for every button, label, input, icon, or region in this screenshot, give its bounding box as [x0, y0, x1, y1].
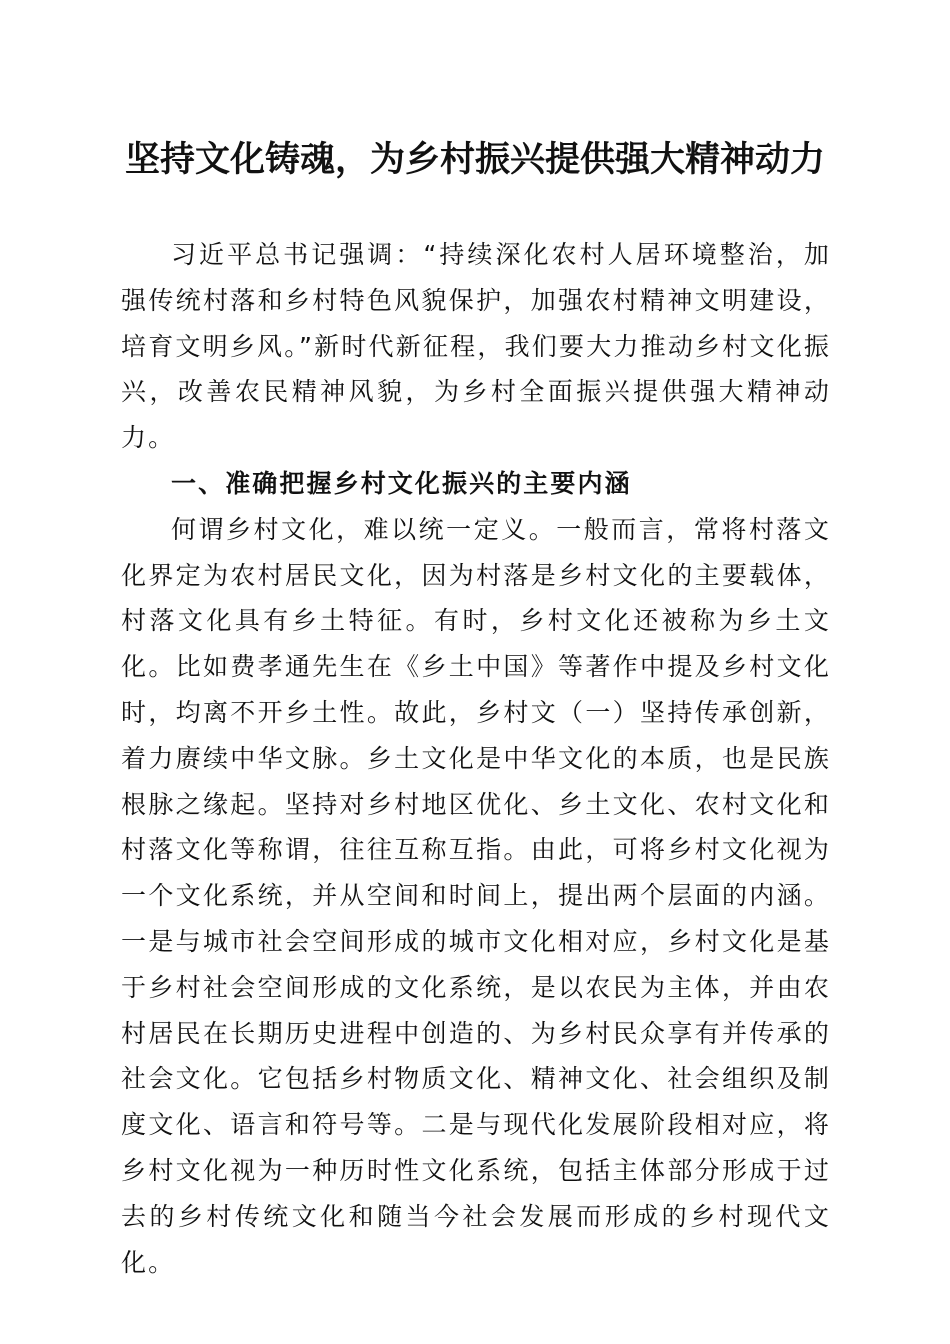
intro-paragraph: 习近平总书记强调：“持续深化农村人居环境整治，加强传统村落和乡村特色风貌保护，加强农村精神文明建设，培育文明乡风。”新时代新征程，我们要大力推动乡村文化振兴，改善农民精神风貌，为乡村全面振兴提供强大精神动力。	[121, 240, 831, 453]
document-body	[121, 232, 831, 1285]
section-heading: 一、准确把握乡村文化振兴的主要内涵	[171, 468, 632, 498]
document-title: 坚持文化铸魂，为乡村振兴提供强大精神动力	[124, 139, 825, 180]
section-paragraph: 何谓乡村文化，难以统一定义。一般而言，常将村落文化界定为农村居民文化，因为村落是乡村文化的主要载体，村落文化具有乡土特征。有时，乡村文化还被称为乡土文化。比如费孝通先生在《乡土中国》等著作中提及乡村文化时，均离不开乡土性。故此，乡村文（一）坚持传承创新，着力赓续中华文脉。乡土文化是中华文化的本质，也是民族根脉之缘起。坚持对乡村地区优化、乡土文化、农村文化和村落文化等称谓，往往互称互指。由此，可将乡村文化视为一个文化系统，并从空间和时间上，提出两个层面的内涵。一是与城市社会空间形成的城市文化相对应，乡村文化是基于乡村社会空间形成的文化系统，是以农民为主体，并由农村居民在长期历史进程中创造的、为乡村民众享有并传承的社会文化。它包括乡村物质文化、精神文化、社会组织及制度文化、语言和符号等。二是与现代化发展阶段相对应，将乡村文化视为一种历时性文化系统，包括主体部分形成于过去的乡村传统文化和随当今社会发展而形成的乡村现代文化。	[121, 514, 831, 1277]
